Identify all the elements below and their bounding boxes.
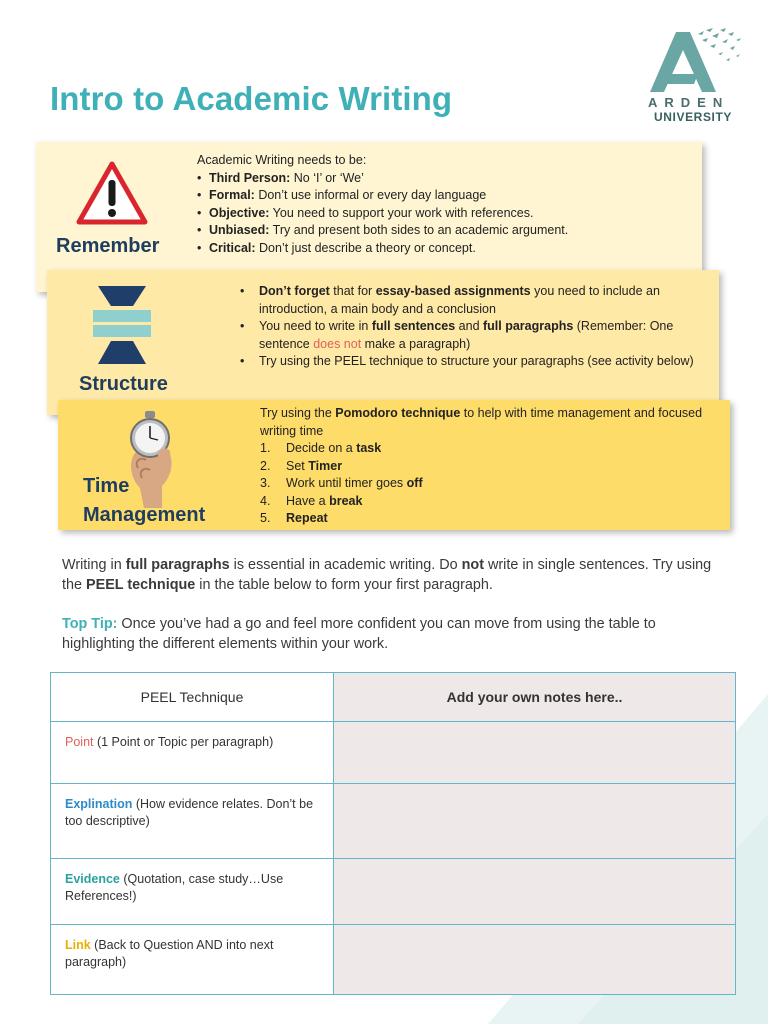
logo-wordmark-university: UNIVERSITY: [654, 110, 733, 124]
notes-cell-explanation[interactable]: [334, 784, 736, 859]
column-header-peel: PEEL Technique: [51, 673, 334, 722]
step-number: 5.: [260, 511, 271, 525]
hourglass-icon: [89, 284, 155, 366]
step-number: 3.: [260, 476, 271, 490]
emphasis: off: [406, 476, 423, 490]
time-body: [260, 405, 720, 528]
text: Decide on a: [286, 441, 357, 455]
text: to help with time management and focused writing time: [260, 406, 703, 438]
keyword-link: Link: [65, 938, 91, 952]
column-header-notes: Add your own notes here..: [334, 673, 736, 722]
table-row: [51, 859, 736, 925]
list-item: [237, 318, 717, 353]
text: Have a: [286, 493, 330, 508]
logo-wordmark-arden: ARDEN: [648, 95, 730, 110]
notes-cell-evidence[interactable]: [334, 859, 736, 925]
term-desc: Try and present both sides to an academic argument.: [269, 223, 569, 237]
text: is essential in academic writing. Do: [229, 557, 462, 573]
emphasis: Pomodoro technique: [335, 406, 461, 420]
text: Try using the: [260, 406, 336, 420]
peel-link-cell: [51, 925, 334, 995]
list-item: [197, 187, 697, 205]
emphasis: not: [461, 557, 484, 573]
term-desc: Don’t use informal or every day language: [254, 188, 487, 202]
time-management-label: [83, 472, 205, 530]
notes-cell-link[interactable]: [334, 925, 736, 995]
pomodoro-steps: [260, 440, 720, 528]
text: You need to write in: [259, 319, 372, 333]
text: Work until timer goes: [286, 476, 407, 490]
notes-cell-point[interactable]: [334, 722, 736, 784]
peel-explanation-cell: [51, 784, 334, 859]
text: you need to include an introduction, a main body and a conclusion: [259, 284, 660, 316]
emphasis: essay-based assignments: [375, 284, 531, 298]
list-item: [197, 240, 697, 258]
term: Unbiased:: [209, 223, 270, 237]
list-item: [197, 222, 697, 240]
step-number: 2.: [260, 458, 271, 473]
list-item: [260, 493, 720, 511]
emphasis: task: [356, 441, 382, 455]
step-number: 4.: [260, 493, 271, 508]
term-desc: No ‘I’ or ‘We’: [290, 170, 364, 185]
term: Formal:: [209, 188, 255, 202]
structure-list: [237, 283, 717, 371]
emphasis: PEEL technique: [86, 576, 196, 593]
text: that for: [329, 284, 376, 298]
emphasis: full paragraphs: [125, 557, 230, 573]
text: in the table below to form your first paragraph.: [195, 576, 493, 593]
text: (Back to Question AND into next paragraph): [65, 938, 274, 969]
text: Try using the PEEL technique to structure your paragraphs (see activity below): [259, 354, 694, 368]
label-line-1: Time: [83, 475, 130, 497]
keyword-evidence: Evidence: [65, 872, 120, 886]
text: Writing in: [62, 557, 126, 573]
text: Once you’ve had a go and feel more confident you can move from using the table to highlighting the different elements within your work.: [62, 616, 656, 652]
text: Set: [286, 458, 309, 473]
list-item: [260, 440, 720, 458]
time-intro: [260, 405, 720, 440]
highlight-red: does not: [313, 336, 362, 351]
emphasis: Timer: [308, 458, 343, 473]
structure-card: [47, 270, 719, 415]
structure-body: [237, 283, 717, 371]
text: and: [455, 319, 483, 333]
table-header-row: [51, 673, 736, 722]
table-row: [51, 722, 736, 784]
step-number: 1.: [260, 441, 271, 455]
table-row: [51, 925, 736, 995]
term-desc: You need to support your work with references.: [269, 205, 534, 220]
term: Objective:: [209, 205, 270, 220]
list-item: [260, 510, 720, 528]
keyword-point: Point: [65, 735, 94, 749]
label-line-2: Management: [83, 504, 206, 526]
remember-label: Remember: [56, 235, 160, 257]
text: write in single sentences. Try using the: [62, 557, 712, 593]
term-desc: Don’t just describe a theory or concept.: [255, 240, 476, 255]
text: make a paragraph): [361, 336, 471, 351]
list-item: [237, 283, 717, 318]
emphasis: full sentences: [371, 319, 456, 333]
term: Third Person:: [209, 170, 291, 185]
remember-list: [197, 170, 697, 258]
list-item: [237, 353, 717, 371]
time-management-card: [58, 400, 730, 530]
structure-label: Structure: [79, 373, 168, 395]
emphasis: Repeat: [286, 511, 328, 525]
remember-intro: Academic Writing needs to be:: [197, 153, 367, 167]
text: (Remember: One sentence: [259, 319, 674, 351]
intro-paragraph: [62, 556, 722, 595]
table-row: [51, 784, 736, 859]
text: (1 Point or Topic per paragraph): [93, 735, 274, 749]
list-item: [260, 475, 720, 493]
peel-point-cell: [51, 722, 334, 784]
list-item: [197, 205, 697, 223]
list-item: [197, 170, 697, 188]
remember-body: [197, 152, 697, 257]
peel-table: [50, 672, 736, 995]
text: (Quotation, case study…Use References!): [65, 872, 284, 903]
keyword-explanation: Explination: [65, 797, 133, 811]
emphasis: Don’t forget: [259, 284, 330, 298]
text: (How evidence relates. Don’t be too descriptive): [65, 797, 314, 828]
emphasis: full paragraphs: [483, 319, 574, 333]
peel-evidence-cell: [51, 859, 334, 925]
emphasis: break: [329, 493, 363, 508]
top-tip-paragraph: [62, 615, 722, 654]
list-item: [260, 458, 720, 476]
term: Critical:: [209, 240, 256, 255]
warning-triangle-icon: [76, 160, 148, 226]
page-title: Intro to Academic Writing: [50, 80, 453, 117]
top-tip-label: Top Tip:: [62, 616, 118, 632]
